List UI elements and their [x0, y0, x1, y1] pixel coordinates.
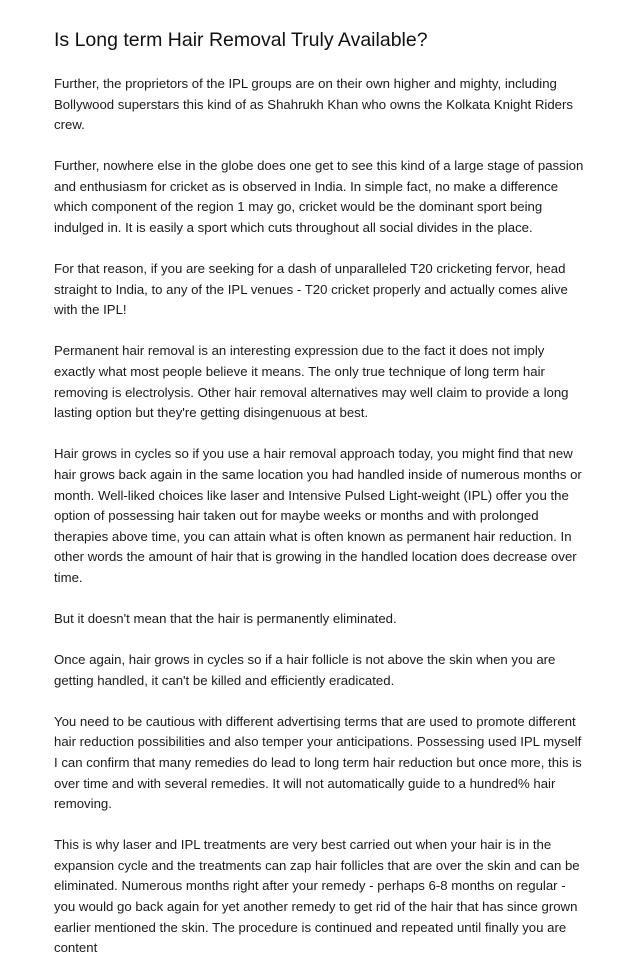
paragraph-2: Further, nowhere else in the globe does one get to see this kind of a large stage of passion and enthusiasm for cricket as is observed in India. In simple fact, no make a difference which component of the region 1 may go, cricket would be the dominant sport being indulged in. It is easily a sport which cuts throughout all social divides in the place. [54, 158, 584, 236]
paragraph-7: Once again, hair grows in cycles so if a hair follicle is not above the skin when you are getting handled, it can't be killed and efficiently eradicated. [54, 652, 556, 688]
paragraph-6: But it doesn't mean that the hair is permanently eliminated. [54, 610, 397, 626]
paragraph-1: Further, the proprietors of the IPL groups are on their own higher and mighty, including Bollywood superstars this kind of as Shahrukh Khan who owns the Kolkata Knight Riders crew. [54, 76, 573, 133]
paragraph-8: You need to be cautious with different advertising terms that are used to promote different hair reduction possibilities and also temper your anticipations. Possessing used IPL myself I can confirm that many remedies do lead to long term hair reduction but once more, this is over time and with several remedies. It will not automatically guide to a hundred% hair removing. [54, 713, 582, 812]
paragraph-5: Hair grows in cycles so if you use a hair removal approach today, you might find that new hair grows back again in the same location you had handled inside of numerous months or month. Well-liked choices like laser and Intensive Pulsed Light-weight (IPL) offer you the option of possessing hair taken out for maybe weeks or months and with prolonged therapies above time, you can attain what is often known as permanent hair reduction. In other words the amount of hair that is growing in the handled location does decrease over time. [54, 446, 582, 585]
document-title: Is Long term Hair Removal Truly Available? [54, 29, 428, 51]
document-page [54, 26, 586, 979]
paragraph-4: Permanent hair removal is an interesting expression due to the fact it does not imply exactly what most people believe it means. The only true technique of long term hair removing is electrolysis. Other hair removal alternatives may well claim to provide a long lasting option but they're getting disingenuous at best. [54, 343, 569, 421]
paragraph-9: This is why laser and IPL treatments are very best carried out when your hair is in the expansion cycle and the treatments can zap hair follicles that are over the skin and can be eliminated. Numerous months right after your remedy - perhaps 6-8 months on regular - you would go back again for yet another remedy to get rid of the hair that has since grown earlier mentioned the skin. The procedure is continued and repeated until finally you are content [54, 837, 580, 956]
paragraph-3: For that reason, if you are seeking for a dash of unparalleled T20 cricketing fervor, head straight to India, to any of the IPL venues - T20 cricket properly and actually comes alive with the IPL! [54, 261, 568, 318]
